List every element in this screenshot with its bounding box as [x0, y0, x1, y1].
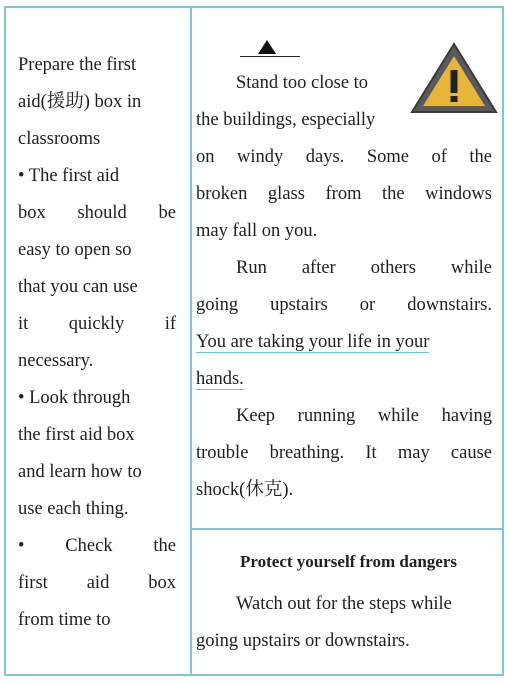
right-line: may fall on you. [196, 221, 318, 241]
right-line: Run after others while [236, 258, 492, 278]
left-line: the first aid box [18, 425, 135, 445]
left-line: first aid box [18, 573, 176, 593]
left-line: aid(援助) box in [18, 92, 142, 112]
left-line: classrooms [18, 129, 101, 149]
left-line: that you can use [18, 277, 138, 297]
right-line: on windy days. Some of the [196, 147, 492, 167]
triangle-up-icon [258, 40, 276, 54]
section-divider [190, 528, 502, 530]
column-divider [190, 8, 192, 674]
underlined-text: You are taking your life in your [196, 332, 430, 352]
left-line: easy to open so [18, 240, 132, 260]
right-column [196, 65, 492, 509]
right-line: Keep running while having [236, 406, 492, 426]
right-line: going upstairs or downstairs. [196, 295, 492, 315]
right-line: trouble breathing. It may cause [196, 443, 492, 463]
right-line: Stand too close to [236, 73, 369, 93]
left-line: • Look through [18, 388, 131, 408]
protect-line: going upstairs or downstairs. [196, 631, 410, 651]
left-line: necessary. [18, 351, 94, 371]
left-line: Prepare the first [18, 55, 137, 75]
triangle-underline [240, 56, 300, 57]
underlined-text: hands. [196, 369, 244, 389]
protect-body [196, 586, 492, 660]
right-line: broken glass from the windows [196, 184, 492, 204]
left-line: and learn how to [18, 462, 142, 482]
right-line-underlined [196, 361, 492, 398]
section-title: Protect yourself from dangers [240, 552, 458, 571]
left-line: • Check the [18, 536, 176, 556]
left-line: use each thing. [18, 499, 129, 519]
right-line-underlined [196, 324, 492, 361]
right-line: shock(休克). [196, 480, 294, 500]
left-line: from time to [18, 610, 111, 630]
left-line: it quickly if [18, 314, 176, 334]
protect-line: Watch out for the steps while [236, 594, 452, 614]
left-line: • The first aid [18, 166, 120, 186]
left-column [18, 47, 176, 639]
left-line: box should be [18, 203, 176, 223]
right-line: the buildings, especially [196, 110, 376, 130]
